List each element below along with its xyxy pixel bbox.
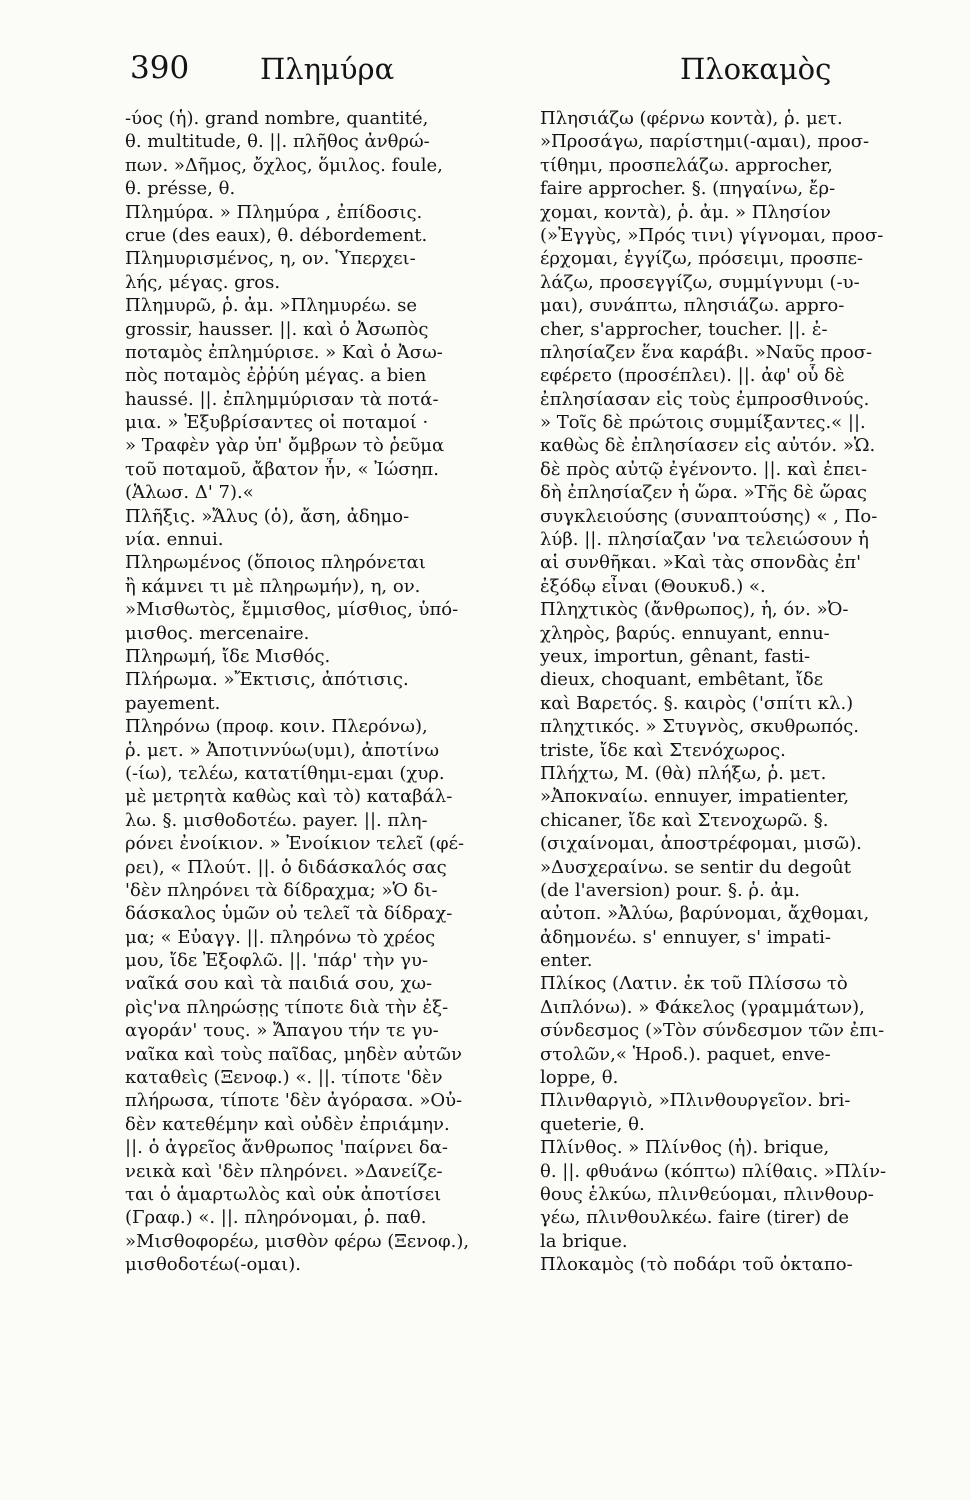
- text-line: » Τραφὲν γὰρ ὑπ' ὄμβρων τὸ ῥεῦμα: [125, 435, 445, 457]
- text-line: 'δὲν πληρόνει τὰ δίδραχμα; »Ὁ δι-: [125, 879, 438, 901]
- text-line: queterie, θ.: [540, 1113, 645, 1135]
- right-running-headword: Πλοκαμὸς: [680, 52, 832, 86]
- text-line: » Τοῖς δὲ πρώτοις συμμίξαντες.« ||.: [540, 412, 866, 434]
- text-line: πλήρωσα, τίποτε 'δὲν ἀγόρασα. »Οὐ-: [125, 1090, 463, 1112]
- text-line: εφέρετο (προσέπλει). ||. ἀφ' οὗ δὲ: [540, 365, 845, 387]
- text-line: μὲ μετρητὰ καθὼς καὶ τὸ) καταβάλ-: [125, 786, 453, 808]
- text-line: yeux, importun, gênant, fasti-: [540, 645, 811, 667]
- page-header: [0, 50, 970, 100]
- text-line: dieux, choquant, embêtant, ἴδε: [540, 669, 824, 691]
- text-line: θ. multitude, θ. ||. πλῆθος ἀνθρώ-: [125, 131, 430, 153]
- text-line: triste, ἴδε καὶ Στενόχωρος.: [540, 739, 786, 761]
- text-line: πλησίαζεν ἕνα καράβι. »Ναῦς προσ-: [540, 341, 873, 363]
- text-line: ρόνει ἐνοίκιον. » Ἐνοίκιον τελεῖ (φέ-: [125, 833, 465, 855]
- left-running-headword: Πλημύρα: [260, 52, 395, 86]
- text-line: ἐξόδῳ εἶναι (Θουκυδ.) «.: [540, 575, 766, 597]
- text-line: (»Ἐγγὺς, »Πρός τινι) γίγνομαι, προσ-: [540, 224, 884, 246]
- text-line: πων. »Δῆμος, ὄχλος, ὅμιλος. foule,: [125, 154, 443, 176]
- left-column: [125, 107, 500, 1277]
- text-line: θους ἑλκύω, πλινθεύομαι, πλινθουρ-: [540, 1183, 874, 1205]
- text-line: haussé. ||. ἐπλημμύρισαν τὰ ποτά-: [125, 388, 439, 410]
- text-line: πὸς ποταμὸς ἐῤῥύη μέγας. a bien: [125, 365, 427, 387]
- text-line: ἀδημονέω. s' ennuyer, s' impati-: [540, 926, 831, 948]
- text-line: αἱ συνθῆκαι. »Καὶ τὰς σπονδὰς ἐπ': [540, 552, 862, 574]
- text-line: cher, s'approcher, toucher. ||. ἐ-: [540, 318, 828, 340]
- text-line: δὲν κατεθέμην καὶ οὐδὲν ἐπριάμην.: [125, 1113, 450, 1135]
- text-line: ῥ. μετ. » Ἀποτιννύω(υμι), ἀποτίνω: [125, 739, 440, 761]
- text-line: ναῖκα καὶ τοὺς παῖδας, μηδὲν αὐτῶν: [125, 1043, 462, 1065]
- text-line: Πλημύρα. » Πλημύρα , ἐπίδοσις.: [125, 201, 423, 223]
- text-line: συγκλειούσης (συναπτούσης) « , Πο-: [540, 505, 878, 527]
- text-line: ||. ὁ ἀγρεῖος ἄνθρωπος 'παίρνει δα-: [125, 1137, 449, 1159]
- text-line: λύβ. ||. πλησίαζαν 'να τελειώσουν ἡ: [540, 529, 869, 551]
- text-line: πληχτικός. » Στυγνὸς, σκυθρωπός.: [540, 716, 860, 738]
- text-line: μια. » Ἐξυβρίσαντες οἱ ποταμοί ·: [125, 412, 429, 434]
- text-line: (σιχαίνομαι, ἀποστρέφομαι, μισῶ).: [540, 833, 862, 855]
- text-line: λάζω, προσεγγίζω, συμμίγνυμι (-υ-: [540, 271, 860, 293]
- text-line: Πλίνθος. » Πλίνθος (ἡ). brique,: [540, 1137, 830, 1159]
- text-line: Πλησιάζω (φέρνω κοντὰ), ῥ. μετ.: [540, 108, 843, 129]
- text-line: λής, μέγας. gros.: [125, 271, 281, 293]
- text-line: ρὶς'να πληρώσῃς τίποτε διὰ τὴν ἐξ-: [125, 996, 449, 1018]
- text-line: Πλήχτω, Μ. (θὰ) πλήξω, ῥ. μετ.: [540, 762, 827, 784]
- page-number: 390: [130, 50, 190, 86]
- text-line: »Ἀποκναίω. ennuyer, impatienter,: [540, 786, 850, 808]
- text-line: (Γραφ.) «. ||. πληρόνομαι, ῥ. παθ.: [125, 1207, 427, 1229]
- text-line: αὐτοπ. »Ἀλύω, βαρύνομαι, ἄχθομαι,: [540, 903, 870, 925]
- text-line: ρει), « Πλούτ. ||. ὁ διδάσκαλός σας: [125, 856, 447, 878]
- text-line: -ύος (ἡ). grand nombre, quantité,: [125, 108, 429, 129]
- text-line: δὲ πρὸς αὐτῷ ἐγένοντο. ||. καὶ ἐπει-: [540, 458, 868, 480]
- text-line: »Δυσχεραίνω. se sentir du degoût: [540, 856, 851, 878]
- text-line: Πληρωμένος (ὅποιος πληρόνεται: [125, 552, 426, 574]
- text-line: Πλίκος (Λατιν. ἐκ τοῦ Πλίσσω τὸ: [540, 973, 848, 995]
- text-line: μισθοδοτέω(-ομαι).: [125, 1254, 301, 1276]
- text-line: payement.: [125, 692, 221, 714]
- text-line: τοῦ ποταμοῦ, ἄβατον ἦν, « Ἰώσηπ.: [125, 458, 439, 480]
- text-line: σύνδεσμος (»Τὸν σύνδεσμον τῶν ἐπι-: [540, 1020, 885, 1042]
- text-line: grossir, hausser. ||. καὶ ὁ Ἀσωπὸς: [125, 318, 429, 340]
- text-line: μα; « Εὐαγγ. ||. πληρόνω τὸ χρέος: [125, 926, 436, 948]
- text-line: λω. §. μισθοδοτέω. payer. ||. πλη-: [125, 809, 428, 831]
- text-line: καταθεὶς (Ξενοφ.) «. ||. τίποτε 'δὲν: [125, 1067, 443, 1089]
- text-line: Πλῆξις. »Ἄλυς (ὁ), ἄση, ἀδημο-: [125, 505, 410, 527]
- text-line: καθὼς δὲ ἐπλησίασεν εἰς αὐτόν. »Ὡ.: [540, 435, 876, 457]
- text-line: έρχομαι, ἐγγίζω, πρόσειμι, προσπε-: [540, 248, 864, 270]
- text-line: μαι), συνάπτω, πλησιάζω. appro-: [540, 295, 845, 317]
- text-line: δάσκαλος ὑμῶν οὐ τελεῖ τὰ δίδραχ-: [125, 903, 453, 925]
- text-line: Πλημυρισμένος, η, ον. Ὑπερχει-: [125, 248, 416, 270]
- text-line: νία. ennui.: [125, 529, 224, 551]
- text-line: μισθος. mercenaire.: [125, 622, 310, 644]
- text-line: Πληχτικὸς (ἄνθρωπος), ἡ, όν. »Ὀ-: [540, 599, 849, 621]
- text-line: (-ίω), τελέω, κατατίθημι-εμαι (χυρ.: [125, 762, 445, 784]
- text-line: ται ὁ ἁμαρτωλὸς καὶ οὐκ ἀποτίσει: [125, 1183, 442, 1205]
- text-line: Πληρωμή, ἴδε Μισθός.: [125, 645, 331, 667]
- text-line: Πλοκαμὸς (τὸ ποδάρι τοῦ ὀκταπο-: [540, 1254, 853, 1276]
- text-line: μου, ἴδε Ἐξοφλῶ. ||. 'πάρ' τὴν γυ-: [125, 950, 429, 972]
- text-line: »Προσάγω, παρίστημι(-αμαι), προσ-: [540, 131, 870, 153]
- text-line: στολῶν,« Ἡροδ.). paquet, enve-: [540, 1043, 831, 1065]
- text-line: Πλημυρῶ, ῥ. ἀμ. »Πλημυρέω. se: [125, 295, 418, 317]
- text-line: θ. présse, θ.: [125, 178, 236, 200]
- text-line: crue (des eaux), θ. débordement.: [125, 224, 428, 246]
- text-line: ποταμὸς ἐπλημύρισε. » Καὶ ὁ Ἀσω-: [125, 341, 443, 363]
- text-line: Πληρόνω (προφ. κοιν. Πλερόνω),: [125, 716, 428, 738]
- text-line: ἢ κάμνει τι μὲ πληρωμήν), η, ον.: [125, 575, 421, 597]
- text-line: la brique.: [540, 1230, 628, 1252]
- text-line: γέω, πλινθουλκέω. faire (tirer) de: [540, 1207, 850, 1229]
- text-line: (de l'aversion) pour. §. ῥ. ἀμ.: [540, 879, 801, 901]
- text-line: loppe, θ.: [540, 1067, 619, 1089]
- text-line: faire approcher. §. (πηγαίνω, ἔρ-: [540, 178, 836, 200]
- text-line: Διπλόνω). » Φάκελος (γραμμάτων),: [540, 996, 865, 1018]
- text-line: ἐπλησίασαν εἰς τοὺς ἐμπροσθινούς.: [540, 388, 870, 410]
- text-line: ναῖκά σου καὶ τὰ παιδιά σου, χω-: [125, 973, 433, 995]
- text-line: θ. ||. φθυάνω (κόπτω) πλίθαις. »Πλίν-: [540, 1160, 887, 1182]
- text-line: »Μισθωτὸς, ἔμμισθος, μίσθιος, ὑπό-: [125, 599, 459, 621]
- text-line: αγοράν' τους. » Ἄπαγου τήν τε γυ-: [125, 1020, 439, 1042]
- text-line: (Ἁλωσ. Δ' 7).«: [125, 482, 254, 504]
- text-line: νεικὰ καὶ 'δὲν πληρόνει. »Δανείζε-: [125, 1160, 443, 1182]
- right-column: [540, 107, 945, 1277]
- text-line: δὴ ἐπλησίαζεν ἡ ὥρα. »Τῆς δὲ ὥρας: [540, 482, 867, 504]
- text-line: χομαι, κοντὰ), ῥ. ἀμ. » Πλησίον: [540, 201, 831, 223]
- text-line: Πλινθαργιὸ, »Πλινθουργεῖον. bri-: [540, 1090, 851, 1112]
- text-line: Πλήρωμα. »Ἔκτισις, ἀπότισις.: [125, 669, 409, 691]
- text-line: καὶ Βαρετός. §. καιρὸς ('σπίτι κλ.): [540, 692, 854, 714]
- text-line: τίθημι, προσπελάζω. approcher,: [540, 154, 833, 176]
- text-line: χληρὸς, βαρύς. ennuyant, ennu-: [540, 622, 830, 644]
- text-line: chicaner, ἴδε καὶ Στενοχωρῶ. §.: [540, 809, 829, 831]
- text-line: »Μισθοφορέω, μισθὸν φέρω (Ξενοφ.),: [125, 1230, 470, 1252]
- text-line: enter.: [540, 950, 593, 972]
